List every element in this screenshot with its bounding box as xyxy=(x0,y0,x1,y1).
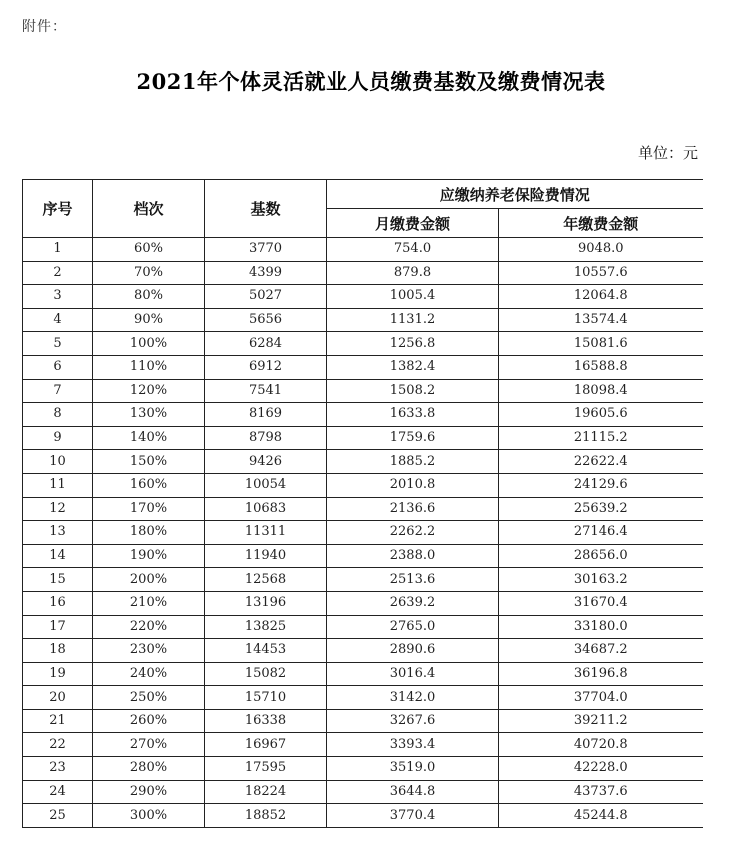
cell-grade: 80% xyxy=(93,285,205,309)
cell-seq: 8 xyxy=(23,403,93,427)
contribution-table xyxy=(22,179,703,828)
cell-base: 11940 xyxy=(205,544,327,568)
cell-seq: 10 xyxy=(23,450,93,474)
header-seq: 序号 xyxy=(23,180,93,238)
table-body xyxy=(23,238,703,828)
header-yearly: 年缴费金额 xyxy=(499,209,703,238)
cell-grade: 260% xyxy=(93,709,205,733)
table-row xyxy=(23,355,703,379)
header-grade: 档次 xyxy=(93,180,205,238)
cell-base: 18224 xyxy=(205,780,327,804)
cell-grade: 280% xyxy=(93,757,205,781)
cell-seq: 1 xyxy=(23,238,93,262)
cell-monthly: 1131.2 xyxy=(327,308,499,332)
cell-base: 16967 xyxy=(205,733,327,757)
table-row xyxy=(23,780,703,804)
cell-monthly: 2513.6 xyxy=(327,568,499,592)
cell-grade: 70% xyxy=(93,261,205,285)
cell-seq: 3 xyxy=(23,285,93,309)
cell-seq: 19 xyxy=(23,662,93,686)
cell-base: 10683 xyxy=(205,497,327,521)
cell-monthly: 1005.4 xyxy=(327,285,499,309)
cell-monthly: 2262.2 xyxy=(327,521,499,545)
cell-yearly: 31670.4 xyxy=(499,591,703,615)
cell-base: 8169 xyxy=(205,403,327,427)
cell-monthly: 1759.6 xyxy=(327,426,499,450)
cell-yearly: 9048.0 xyxy=(499,238,703,262)
cell-seq: 22 xyxy=(23,733,93,757)
table-row xyxy=(23,686,703,710)
header-monthly: 月缴费金额 xyxy=(327,209,499,238)
table-row xyxy=(23,379,703,403)
cell-monthly: 879.8 xyxy=(327,261,499,285)
cell-seq: 4 xyxy=(23,308,93,332)
cell-monthly: 1885.2 xyxy=(327,450,499,474)
unit-label: 单位：元 xyxy=(637,144,698,162)
cell-monthly: 1382.4 xyxy=(327,355,499,379)
cell-grade: 110% xyxy=(93,355,205,379)
cell-seq: 5 xyxy=(23,332,93,356)
cell-grade: 240% xyxy=(93,662,205,686)
cell-base: 8798 xyxy=(205,426,327,450)
cell-grade: 160% xyxy=(93,473,205,497)
cell-yearly: 40720.8 xyxy=(499,733,703,757)
table-row xyxy=(23,332,703,356)
cell-base: 12568 xyxy=(205,568,327,592)
table-row xyxy=(23,615,703,639)
cell-grade: 250% xyxy=(93,686,205,710)
cell-base: 11311 xyxy=(205,521,327,545)
cell-monthly: 3393.4 xyxy=(327,733,499,757)
cell-monthly: 2136.6 xyxy=(327,497,499,521)
cell-seq: 7 xyxy=(23,379,93,403)
cell-yearly: 15081.6 xyxy=(499,332,703,356)
cell-yearly: 16588.8 xyxy=(499,355,703,379)
cell-base: 4399 xyxy=(205,261,327,285)
cell-grade: 180% xyxy=(93,521,205,545)
cell-seq: 6 xyxy=(23,355,93,379)
cell-seq: 17 xyxy=(23,615,93,639)
cell-seq: 13 xyxy=(23,521,93,545)
table-row xyxy=(23,639,703,663)
cell-yearly: 27146.4 xyxy=(499,521,703,545)
table-row xyxy=(23,261,703,285)
cell-seq: 15 xyxy=(23,568,93,592)
cell-seq: 11 xyxy=(23,473,93,497)
cell-base: 7541 xyxy=(205,379,327,403)
cell-grade: 130% xyxy=(93,403,205,427)
cell-grade: 220% xyxy=(93,615,205,639)
cell-grade: 300% xyxy=(93,804,205,828)
cell-yearly: 21115.2 xyxy=(499,426,703,450)
table-row xyxy=(23,568,703,592)
cell-base: 14453 xyxy=(205,639,327,663)
cell-seq: 25 xyxy=(23,804,93,828)
cell-monthly: 1508.2 xyxy=(327,379,499,403)
cell-seq: 9 xyxy=(23,426,93,450)
cell-monthly: 2639.2 xyxy=(327,591,499,615)
cell-grade: 150% xyxy=(93,450,205,474)
cell-yearly: 28656.0 xyxy=(499,544,703,568)
cell-seq: 18 xyxy=(23,639,93,663)
header-base: 基数 xyxy=(205,180,327,238)
cell-grade: 210% xyxy=(93,591,205,615)
header-group: 应缴纳养老保险费情况 xyxy=(327,180,703,209)
table-row xyxy=(23,450,703,474)
cell-base: 15710 xyxy=(205,686,327,710)
cell-grade: 60% xyxy=(93,238,205,262)
table-row xyxy=(23,426,703,450)
cell-grade: 290% xyxy=(93,780,205,804)
cell-base: 9426 xyxy=(205,450,327,474)
cell-yearly: 43737.6 xyxy=(499,780,703,804)
cell-seq: 24 xyxy=(23,780,93,804)
cell-base: 16338 xyxy=(205,709,327,733)
cell-yearly: 10557.6 xyxy=(499,261,703,285)
table-row xyxy=(23,804,703,828)
cell-monthly: 1256.8 xyxy=(327,332,499,356)
cell-grade: 90% xyxy=(93,308,205,332)
cell-seq: 21 xyxy=(23,709,93,733)
cell-grade: 100% xyxy=(93,332,205,356)
cell-monthly: 3016.4 xyxy=(327,662,499,686)
cell-seq: 14 xyxy=(23,544,93,568)
table-row xyxy=(23,473,703,497)
cell-grade: 230% xyxy=(93,639,205,663)
cell-grade: 170% xyxy=(93,497,205,521)
table-header-row xyxy=(23,180,703,209)
cell-yearly: 12064.8 xyxy=(499,285,703,309)
cell-yearly: 25639.2 xyxy=(499,497,703,521)
cell-yearly: 13574.4 xyxy=(499,308,703,332)
cell-yearly: 34687.2 xyxy=(499,639,703,663)
cell-yearly: 18098.4 xyxy=(499,379,703,403)
table-row xyxy=(23,238,703,262)
cell-seq: 2 xyxy=(23,261,93,285)
cell-base: 18852 xyxy=(205,804,327,828)
cell-monthly: 1633.8 xyxy=(327,403,499,427)
cell-seq: 23 xyxy=(23,757,93,781)
cell-yearly: 19605.6 xyxy=(499,403,703,427)
cell-base: 6284 xyxy=(205,332,327,356)
table-row xyxy=(23,285,703,309)
table-row xyxy=(23,403,703,427)
cell-monthly: 3267.6 xyxy=(327,709,499,733)
cell-base: 13825 xyxy=(205,615,327,639)
cell-seq: 12 xyxy=(23,497,93,521)
cell-grade: 270% xyxy=(93,733,205,757)
cell-grade: 120% xyxy=(93,379,205,403)
cell-base: 17595 xyxy=(205,757,327,781)
cell-monthly: 754.0 xyxy=(327,238,499,262)
cell-yearly: 24129.6 xyxy=(499,473,703,497)
cell-yearly: 45244.8 xyxy=(499,804,703,828)
table-row xyxy=(23,733,703,757)
table-row xyxy=(23,591,703,615)
table-row xyxy=(23,757,703,781)
cell-yearly: 39211.2 xyxy=(499,709,703,733)
table-row xyxy=(23,662,703,686)
cell-monthly: 3644.8 xyxy=(327,780,499,804)
cell-grade: 140% xyxy=(93,426,205,450)
cell-monthly: 2388.0 xyxy=(327,544,499,568)
cell-seq: 20 xyxy=(23,686,93,710)
cell-monthly: 3142.0 xyxy=(327,686,499,710)
cell-base: 6912 xyxy=(205,355,327,379)
table-row xyxy=(23,709,703,733)
cell-seq: 16 xyxy=(23,591,93,615)
cell-yearly: 36196.8 xyxy=(499,662,703,686)
cell-monthly: 2765.0 xyxy=(327,615,499,639)
cell-monthly: 3519.0 xyxy=(327,757,499,781)
cell-monthly: 2010.8 xyxy=(327,473,499,497)
cell-yearly: 37704.0 xyxy=(499,686,703,710)
cell-yearly: 33180.0 xyxy=(499,615,703,639)
cell-base: 3770 xyxy=(205,238,327,262)
cell-yearly: 30163.2 xyxy=(499,568,703,592)
cell-base: 13196 xyxy=(205,591,327,615)
cell-base: 5027 xyxy=(205,285,327,309)
cell-grade: 190% xyxy=(93,544,205,568)
cell-grade: 200% xyxy=(93,568,205,592)
cell-yearly: 42228.0 xyxy=(499,757,703,781)
table-row xyxy=(23,308,703,332)
table-row xyxy=(23,544,703,568)
cell-monthly: 2890.6 xyxy=(327,639,499,663)
table-row xyxy=(23,497,703,521)
cell-yearly: 22622.4 xyxy=(499,450,703,474)
table-row xyxy=(23,521,703,545)
document-title: 2021年个体灵活就业人员缴费基数及缴费情况表 xyxy=(136,69,606,94)
cell-base: 10054 xyxy=(205,473,327,497)
attachment-label: 附件： xyxy=(22,19,67,35)
cell-base: 15082 xyxy=(205,662,327,686)
cell-monthly: 3770.4 xyxy=(327,804,499,828)
cell-base: 5656 xyxy=(205,308,327,332)
